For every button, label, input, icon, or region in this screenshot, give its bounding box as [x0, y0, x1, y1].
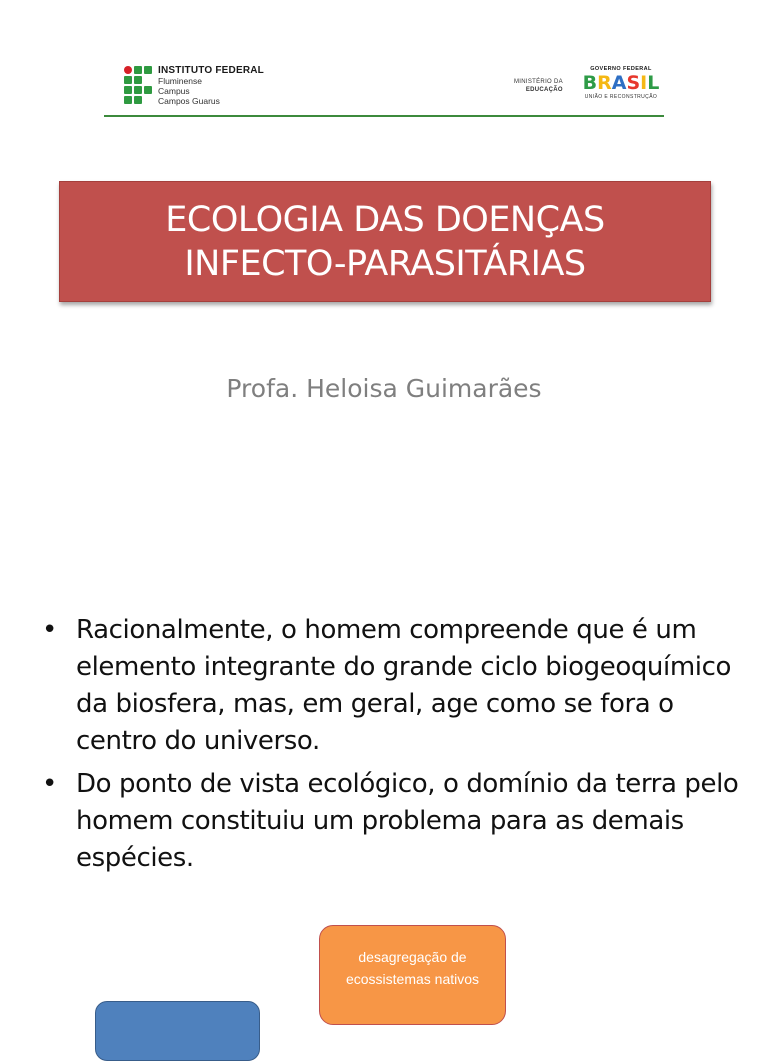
institute-title: INSTITUTO FEDERAL: [158, 65, 264, 76]
brasil-letter: A: [611, 72, 627, 94]
diagram-node-orange: [319, 925, 506, 1025]
header-divider: [104, 115, 664, 117]
institute-line: Campos Guarus: [158, 96, 220, 106]
diagram-node-blue: [95, 1001, 260, 1061]
governo-federal-logo: [578, 66, 664, 100]
brasil-letter: R: [597, 72, 612, 94]
title-box: [59, 181, 711, 302]
diagram-node-label: desagregação de ecossistemas nativos: [345, 949, 480, 987]
title-line-1: ECOLOGIA DAS DOENÇAS: [165, 199, 605, 240]
bullet-icon: •: [42, 615, 57, 645]
bullet-item: [40, 612, 740, 760]
bullet-item: [40, 766, 740, 877]
brasil-letter: B: [582, 72, 598, 94]
ministry-label: MINISTÉRIO DA EDUCAÇÃO: [514, 79, 563, 93]
author-subtitle: Profa. Heloisa Guimarães: [226, 374, 542, 403]
if-grid-icon: [124, 66, 154, 104]
gov-top-text: GOVERNO FEDERAL: [590, 66, 652, 72]
brasil-letter: S: [626, 72, 641, 94]
title-line-2: INFECTO-PARASITÁRIAS: [184, 243, 586, 284]
brasil-wordmark: [578, 73, 664, 93]
bullet-text: Racionalmente, o homem compreende que é um elemento integrante do grande ciclo biogeoquímico da biosfera, mas, em geral, age como se fora o centro do universo.: [76, 615, 731, 756]
institute-line: Fluminense: [158, 76, 202, 86]
gov-bottom-text: UNIÃO E RECONSTRUÇÃO: [584, 94, 658, 100]
bullet-icon: •: [42, 769, 57, 799]
bullet-list: [40, 612, 740, 883]
bullet-text: Do ponto de vista ecológico, o domínio da terra pelo homem constituiu um problema para as demais espécies.: [76, 769, 739, 873]
instituto-federal-logo: [124, 66, 264, 106]
institute-line: Campus: [158, 86, 190, 96]
brasil-letter: I: [640, 72, 648, 94]
header-logos: [104, 60, 664, 118]
brasil-letter: L: [647, 72, 660, 94]
